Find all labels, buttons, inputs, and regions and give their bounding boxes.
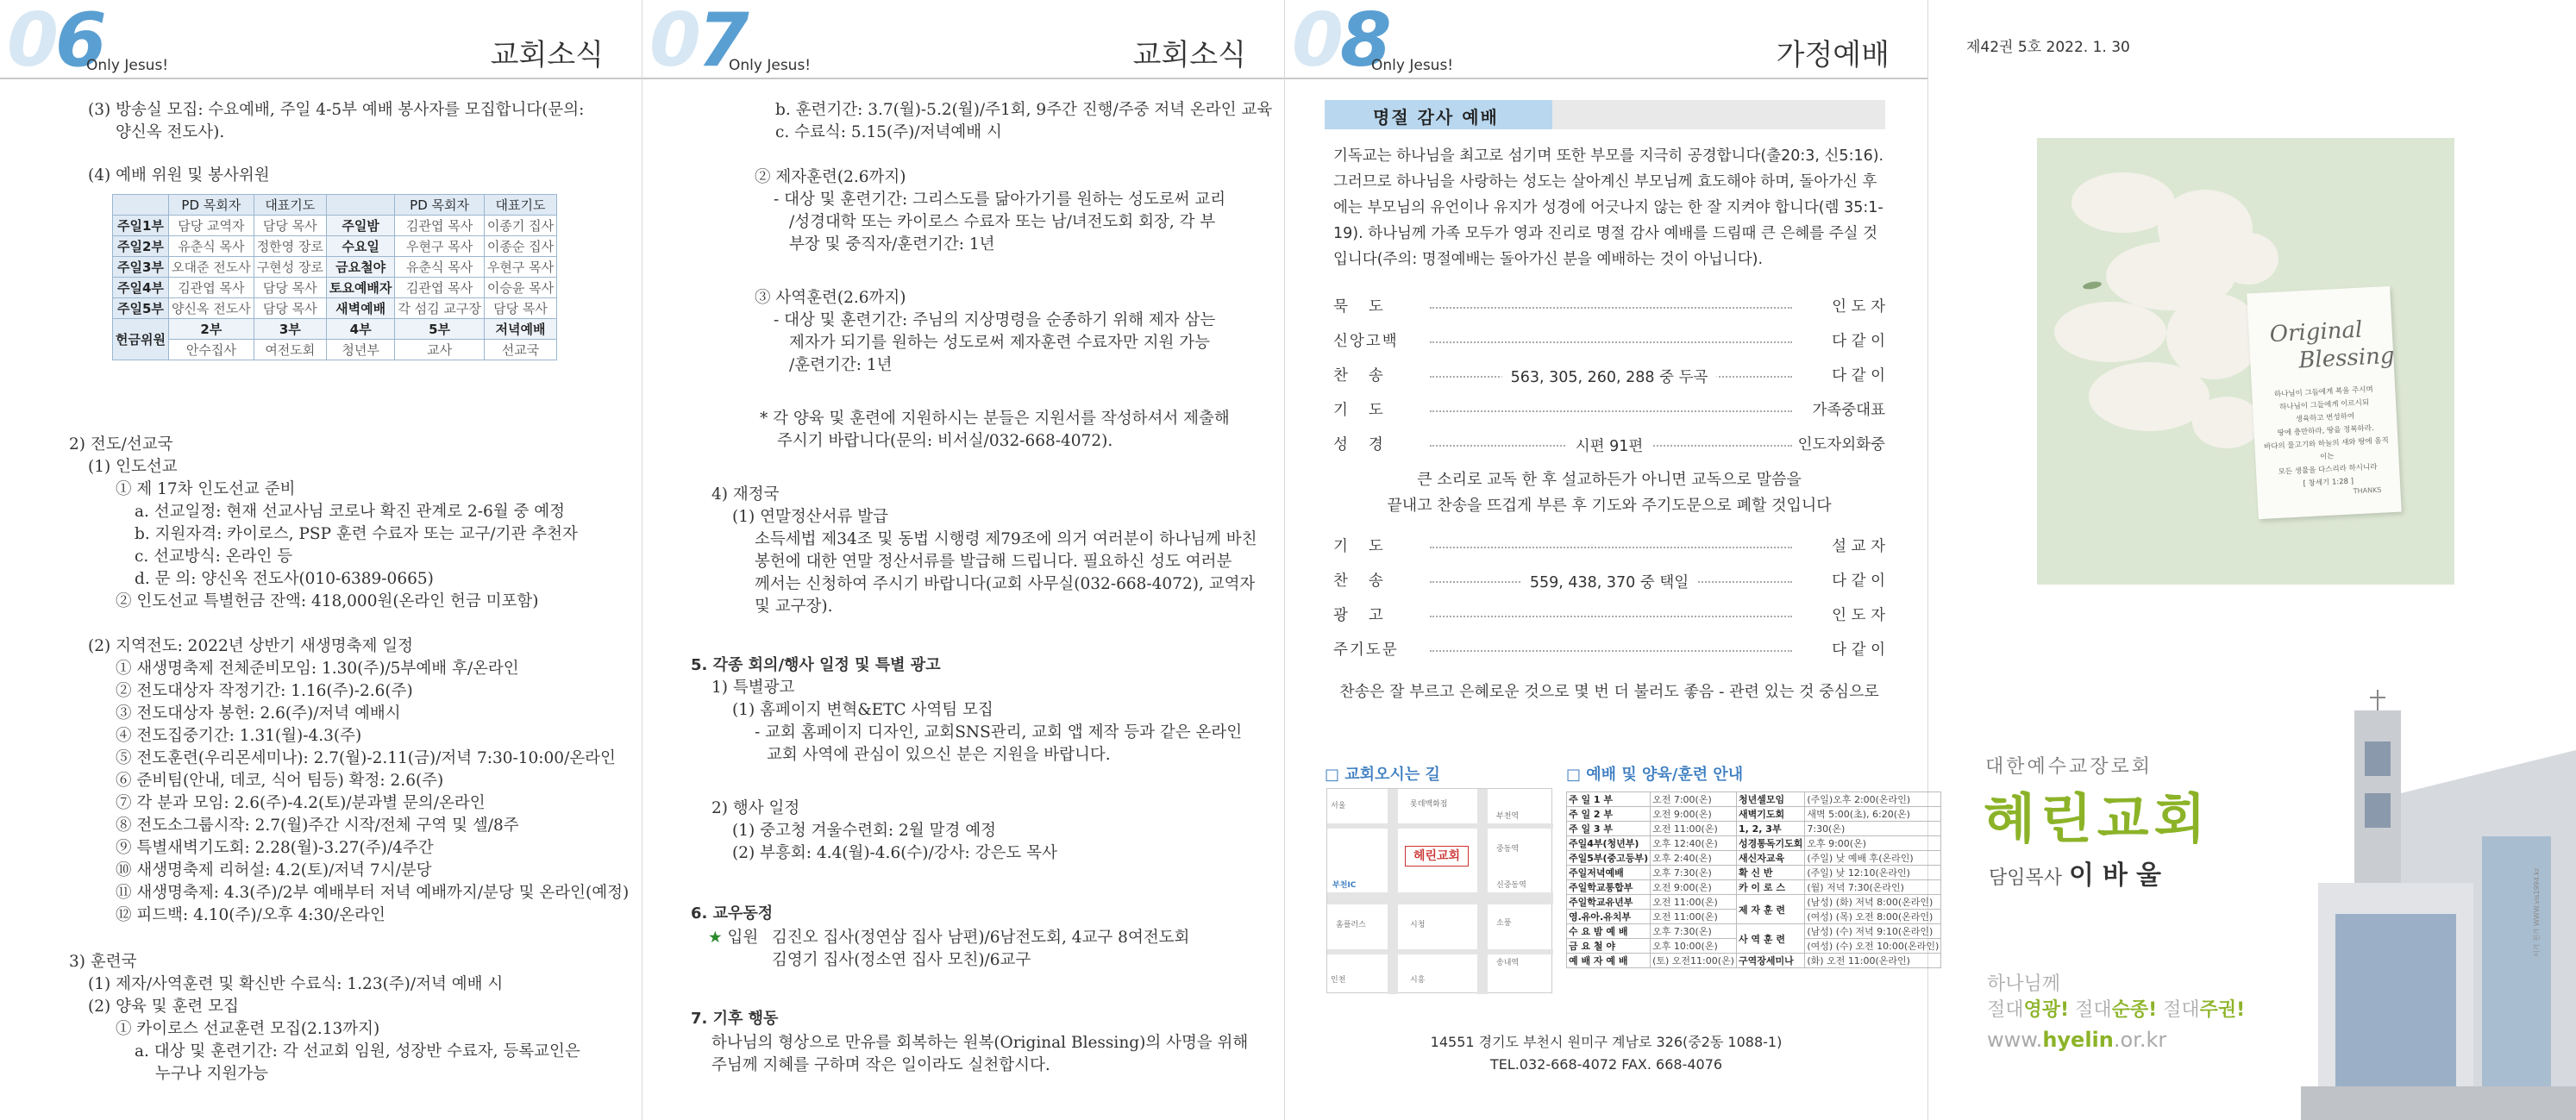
text-line: ① 새생명축제 전체준비모임: 1.30(주)/5부예배 후/온라인 (116, 660, 519, 678)
text-line: ③ 사역훈련(2.6까지) (755, 289, 906, 307)
instruction-line: 끝내고 찬송을 뜨겁게 부른 후 기도와 주기도문으로 폐할 것입니다 (1387, 497, 1832, 515)
text-line: 2) 전도/선교국 (69, 435, 173, 454)
table-row: 헌금위원 2부 3부 4부 5부 저녁예배 (113, 319, 557, 340)
table-row: 주일4부(청년부) 오후 12:40(온) 성경통독기도회 오후 9:00(온) (1567, 836, 1941, 851)
page-number: 07 (649, 0, 746, 84)
text-line: c. 수료식: 5.15(주)/저녁예배 시 (775, 123, 1002, 141)
tagline: Only Jesus! (729, 57, 812, 74)
text-line: 1) 특별광고 (711, 679, 795, 697)
section-heading: 7. 기후 행동 (691, 1010, 779, 1028)
text-line: (1) 제자/사역훈련 및 확신반 수료식: 1.23(주)/저녁 예배 시 (88, 975, 504, 993)
text-line: /훈련기간: 1년 (789, 356, 893, 374)
service-committee-table: PD 목회자 대표기도 PD 목회자 대표기도 주일1부 담당 교역자 담당 목사 주일밤 김관엽 목사 이종기 집사 주일2부 유춘식 목사 정한영 장로 수요일 우현구 목사 이종순 집사 주일3부 오대준 전도사 구현성 장로 금요철야 유춘식 목사 우현구 목사 주일4부 김관엽 목사 담당 목사 토요예배자 김관엽 목사 이승윤 목사 주일5부 양신옥 전도사 담당 목사 새벽예배 각 섬김 교구장 담당 목사 헌금위원 2부 3부 4부 5부 저녁예배 안수집사 여전도회 청년부 교사 선교국 (112, 194, 557, 360)
text-line: 제자가 되기를 원하는 성도로써 제자훈련 수료자만 지원 가능 (789, 334, 1210, 352)
page-header (0, 0, 642, 84)
text-line: c. 선교방식: 온라인 등 (135, 547, 293, 566)
text-line: - 교회 홈페이지 디자인, 교회SNS관리, 교회 앱 제작 등과 같은 온라인 (755, 723, 1243, 741)
table-row: 주일저녁예배 오후 7:30(온) 확 신 반 (주일) 낮 12:10(온라인) (1567, 866, 1941, 880)
text-line: ⑩ 새생명축제 리허설: 4.2(토)/저녁 7시/분당 (116, 861, 432, 879)
page-number: 08 (1292, 0, 1388, 84)
text-line: ⑪ 새생명축제: 4.3(주)/2부 예배부터 저녁 예배까지/분당 및 온라인(예정) (116, 884, 630, 902)
text-line: - 대상 및 훈련기간: 그리스도를 닮아가기를 원하는 성도로써 교리 (774, 191, 1226, 209)
schedule-table (1566, 792, 1941, 968)
table-row: 주일5부(중고등부) 오후 2:40(온) 새신자교육 (주일) 낮 예배 후(온라인) (1567, 851, 1941, 866)
text-line: 김영기 집사(정소연 집사 모친)/6교구 (772, 951, 1031, 969)
text-line: a. 선교일정: 현재 선교사님 코로나 확진 관계로 2-6월 중 예정 (135, 503, 566, 521)
page-07 (642, 0, 1285, 1120)
text-line: ④ 전도집중기간: 1.31(월)-4.3(주) (116, 727, 362, 745)
text-line: 소득세법 제34조 및 동법 시행령 제79조에 의거 여러분이 하나님께 바친 (755, 530, 1257, 548)
text-line: ② 제자훈련(2.6까지) (755, 168, 906, 186)
footnote: 찬송은 잘 부르고 은혜로운 것으로 몇 번 더 불러도 좋음 - 관련 있는 것 중심으로 (1339, 683, 1879, 701)
table-row: 주 일 2 부 오전 9:00(온) 새벽기도회 새벽 5:00(초), 6:20(온) (1567, 807, 1941, 822)
text-line: (1) 중고청 겨울수련회: 2월 말경 예정 (732, 822, 996, 840)
page-header (642, 0, 1284, 84)
text-line: ⑥ 준비팀(안내, 데코, 식어 팀등) 확정: 2.6(주) (116, 772, 444, 790)
page-06 (0, 0, 642, 1120)
table-row: 주일1부 담당 교역자 담당 목사 주일밤 김관엽 목사 이종기 집사 (113, 216, 557, 236)
text-line: 3) 훈련국 (69, 953, 137, 971)
text-line: 4) 재정국 (711, 485, 780, 504)
church-name: 혜린교회 (1984, 787, 2211, 850)
tagline: Only Jesus! (86, 57, 169, 74)
text-line: (1) 홈페이지 변혁&ETC 사역팀 모집 (732, 701, 993, 719)
text-line: ② 전도대상자 작정기간: 1.16(주)-2.6(주) (116, 682, 413, 700)
text-line: 봉헌에 대한 연말 정산서류를 발급해 드립니다. 필요하신 성도 여러분 (755, 553, 1232, 571)
order-row: 신앙고백 다 같 이 (1333, 333, 1885, 350)
text-line: 누구나 지원가능 (155, 1065, 268, 1083)
text-line: ⑤ 전도훈련(우리몬세미나): 2.7(월)-2.11(금)/저녁 7:30-10:00/온라인 (116, 749, 616, 767)
blessing-card: Original Blessing 하나님이 그들에게 복을 주시며 하나님이 그들에게 이르시되 생육하고 번성하여 땅에 충만하라, 땅을 정복하라. 바다의 물고기와 하늘의 새와 땅에 움직이는 모든 생물을 다스리라 하시니라 [ 창세기 1:28 ] THANKS (2247, 286, 2401, 519)
text-line: ⑫ 피드백: 4.10(주)/오후 4:30/온라인 (116, 906, 385, 924)
order-row: 성경 시편 91편 인도자외화중 (1333, 436, 1885, 455)
pastor: 담임목사 이바울 (1989, 860, 2170, 891)
website-link[interactable]: www.hyelin.or.kr (1987, 1028, 2167, 1052)
text-line: 2) 행사 일정 (711, 799, 800, 817)
hospital-entry: ★ 입원 (708, 929, 759, 947)
tagline: Only Jesus! (1371, 57, 1454, 74)
page-header (1285, 0, 1927, 84)
order-row: 주기도문 다 같 이 (1333, 641, 1885, 659)
text-line: 김진오 집사(정연삼 집사 남편)/6남전도회, 4교구 8여전도회 (772, 929, 1190, 947)
original-blessing-image (2037, 138, 2454, 585)
section-title: 교회소식 (490, 38, 604, 72)
text-line: /성경대학 또는 카이로스 수료자 또는 남/녀전도회 회장, 각 부 (789, 213, 1216, 231)
order-row: 묵도 인 도 자 (1333, 298, 1885, 316)
section-title: 가정예배 (1776, 38, 1890, 72)
text-line: d. 문 의: 양신옥 전도사(010-6389-0665) (135, 570, 434, 588)
table-row: 주일2부 유춘식 목사 정한영 장로 수요일 우현구 목사 이종순 집사 (113, 236, 557, 257)
section-title: 교회소식 (1132, 38, 1246, 72)
text-line: 부장 및 중직자/훈련기간: 1년 (789, 235, 995, 253)
text-line: 주님께 지혜를 구하며 작은 일이라도 실천합시다. (711, 1056, 1050, 1074)
text-line: (3) 방송실 모집: 수요예배, 주일 4-5부 예배 봉사자를 모집합니다(문의: (88, 101, 585, 119)
table-row: 수 요 밤 예 배 오후 7:30(온) 사 역 훈 련 (남성) (수) 저녁 9:10(온라인) (1567, 924, 1941, 939)
church-marker: 헤린교회 (1405, 846, 1469, 867)
text-line: 하나님의 형상으로 만유를 회복하는 원복(Original Blessing)의 사명을 위해 (711, 1034, 1249, 1052)
section-heading: 5. 각종 회의/행사 일정 및 특별 광고 (691, 656, 941, 674)
table-row: 주 일 1 부 오전 7:00(온) 청년셀모임 (주일)오후 2:00(온라인) (1567, 792, 1941, 807)
text-line: 주시기 바랍니다(문의: 비서실/032-668-4072). (777, 432, 1113, 450)
slogan: 절대영광! 절대순종! 절대주권! (1987, 999, 2246, 1021)
issue-info: 제42권 5호 2022. 1. 30 (1966, 39, 2130, 56)
text-line: (1) 인도선교 (88, 458, 178, 476)
table-row: 영.유아.유치부 오전 11:00(온) (여성) (목) 오전 8:00(온라인) (1567, 910, 1941, 924)
section-heading: 6. 교우동정 (691, 904, 774, 923)
text-line: (2) 부흥회: 4.4(월)-4.6(수)/강사: 강은도 목사 (732, 844, 1057, 862)
page-08 (1285, 0, 1940, 1120)
text-line: ③ 전도대상자 봉헌: 2.6(주)/저녁 예배시 (116, 704, 401, 723)
text-line: (1) 연말정산서류 발급 (732, 508, 888, 526)
denomination: 대한예수교장로회 (1985, 756, 2153, 778)
church-address: 14551 경기도 부천시 원미구 계남로 326(중2동 1088-1) TEL.032-668-4072 FAX. 668-4076 (1430, 1034, 1783, 1073)
text-line: ② 인도선교 특별헌금 잔액: 418,000원(온라인 헌금 미포함) (116, 592, 539, 610)
text-line: ① 제 17차 인도선교 준비 (116, 480, 296, 498)
map-title: □ 교회오시는 길 (1325, 766, 1440, 784)
text-line: 께서는 신청하여 주시기 바랍니다(교회 사무실(032-668-4072), 교역자 (755, 575, 1256, 593)
text-line: b. 훈련기간: 3.7(월)-5.2(월)/주1회, 9주간 진행/주중 저녁 온라인 교육 (775, 101, 1273, 119)
page-number: 06 (7, 0, 103, 84)
table-row: 예 배 자 예 배 (토) 오전11:00(온) 구역장세미나 (화) 오전 11:00(온라인) (1567, 954, 1941, 968)
table-row: 주일학교유년부 오전 11:00(온) 제 자 훈 련 (남성) (화) 저녁 8:00(온라인) (1567, 895, 1941, 910)
text-line: b. 지원자격: 카이로스, PSP 훈련 수료자 또는 교구/기관 추천자 (135, 525, 578, 543)
text-line: a. 대상 및 훈련기간: 각 선교회 임원, 성장반 수료자, 등록교인은 (135, 1042, 580, 1061)
slogan: 하나님께 (1987, 973, 2061, 995)
table-row: 금 요 철 야 오후 10:00(온) (여성) (수) 오전 10:00(온라인) (1567, 939, 1941, 954)
order-row: 찬송 563, 305, 260, 288 중 두곡 다 같 이 (1333, 367, 1885, 386)
text-line: (2) 지역전도: 2022년 상반기 새생명축제 일정 (88, 637, 413, 655)
table-row: 안수집사 여전도회 청년부 교사 선교국 (113, 340, 557, 360)
text-line: * 각 양육 및 훈련에 지원하시는 분들은 지원서를 작성하셔서 제출해 (760, 410, 1230, 428)
text-line: 및 교구장). (755, 598, 833, 616)
vertical-credit: 서가 천가 WWW.vis1994.kr (2533, 867, 2541, 957)
text-line: 양신옥 전도사). (116, 123, 225, 141)
text-line: 교회 사역에 관심이 있으신 분은 지원을 바랍니다. (767, 746, 1111, 764)
text-line: - 대상 및 훈련기간: 주님의 지상명령을 순종하기 위해 제자 삼는 (774, 311, 1216, 329)
text-line: ① 카이로스 선교훈련 모집(2.13까지) (116, 1020, 380, 1038)
text-line: (2) 양육 및 훈련 모집 (88, 998, 239, 1016)
cover-page (1928, 0, 2576, 1120)
star-icon: ★ (708, 929, 723, 947)
order-row: 기도 설 교 자 (1333, 538, 1885, 555)
instruction-line: 큰 소리로 교독 한 후 설교하든가 아니면 교독으로 말씀을 (1417, 471, 1802, 489)
table-row: 주일3부 오대준 전도사 구현성 장로 금요철야 유춘식 목사 우현구 목사 (113, 257, 557, 278)
order-row: 광고 인 도 자 (1333, 607, 1885, 624)
text-line: ⑧ 전도소그룹시작: 2.7(월)주간 시작/전체 구역 및 셀/8주 (116, 817, 519, 835)
intro-paragraph: 기독교는 하나님을 최고로 섬기며 또한 부모를 지극히 공경합니다(출20:3, 신5:16). 그러므로 하나님을 사랑하는 성도는 살아계신 부모님께 효도해야 하며, 돌아가신 후에는 부모님의 유언이나 유지가 성경에 어긋나지 않는 한 잘 지켜야 합니다(렘 35:1-19). 하나님께 가족 모두가 영과 진리로 명절 감사 예배를 드림때 큰 은혜를 주실 것입니다(주의: 명절예배는 돌아가신 분을 예배하는 것이 아닙니다). (1333, 147, 1884, 268)
worship-title-band: 명절 감사 예배 (1325, 100, 1885, 129)
schedule-title: □ 예배 및 양육/훈련 안내 (1566, 766, 1744, 784)
table-row: 주 일 3 부 오전 11:00(온) 1, 2, 3부 7:30(온) (1567, 822, 1941, 836)
table-row: 주일4부 김관엽 목사 담당 목사 토요예배자 김관엽 목사 이승윤 목사 (113, 278, 557, 298)
order-row: 찬송 559, 438, 370 중 택일 다 같 이 (1333, 573, 1885, 591)
table-row: 주일5부 양신옥 전도사 담당 목사 새벽예배 각 섬김 교구장 담당 목사 (113, 298, 557, 319)
text-line: (4) 예배 위원 및 봉사위원 (88, 166, 270, 185)
text-line: ⑨ 특별새벽기도회: 2.28(월)-3.27(주)/4주간 (116, 839, 434, 857)
table-row: 주일학교통합부 오전 9:00(온) 카 이 로 스 (월) 저녁 7:30(온라인) (1567, 880, 1941, 895)
church-location-map[interactable]: 헤린교회 서울 인천 송내역 부천역 홈플러스 시청 소풍 롯데백화점 신중동역 중동역 부천IC 시흥 (1326, 788, 1552, 993)
text-line: ⑦ 각 분과 모임: 2.6(주)-4.2(토)/분과별 문의/온라인 (116, 794, 486, 812)
order-row: 기도 가족중대표 (1333, 402, 1885, 419)
